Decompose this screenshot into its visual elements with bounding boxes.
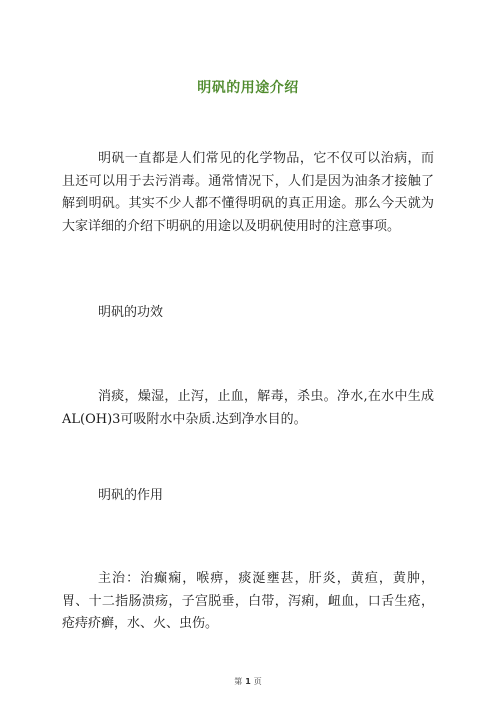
- footer-suffix: 页: [253, 677, 262, 686]
- document-title: 明矾的用途介绍: [197, 80, 299, 96]
- section-heading-usage: 明矾的作用: [98, 488, 164, 503]
- efficacy-paragraph: 消痰，燥湿，止泻，止血，解毒，杀虫。净水,在水中生成AL(OH)3可吸附水中杂质.达到净水目的。: [62, 389, 434, 427]
- intro-paragraph: 明矾一直都是人们常见的化学物品，它不仅可以治病，而且还可以用于去污消毒。通常情况下，人们是因为油条才接触了解到明矾。其实不少人都不懂得明矾的真正用途。那么今天就为大家详细的介绍下明矾的用途以及明矾使用时的注意事项。: [62, 151, 434, 234]
- footer-prefix: 第: [234, 677, 243, 686]
- usage-paragraph: 主治：治癫痫，喉痹，痰涎壅甚，肝炎，黄疸，黄肿，胃、十二指肠溃疡，子宫脱垂，白带，泻痢，衄血，口舌生疮，疮痔疥癣，水、火、虫伤。: [62, 571, 434, 631]
- page-number: 1: [245, 677, 251, 686]
- page-footer: [0, 676, 496, 687]
- section-heading-efficacy: 明矾的功效: [98, 305, 164, 320]
